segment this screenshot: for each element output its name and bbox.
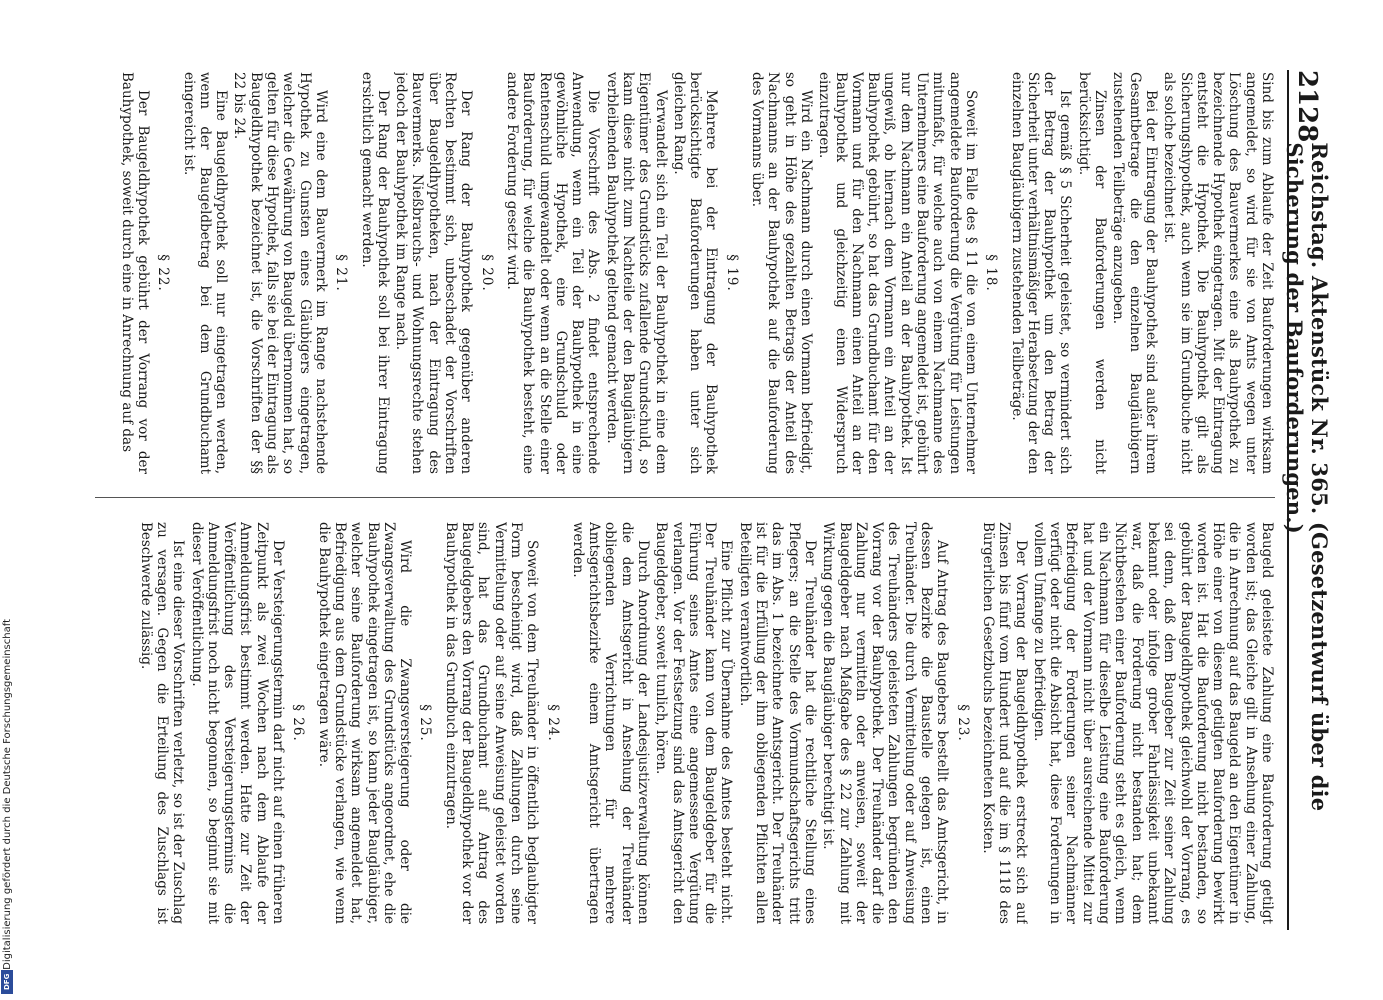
- paragraph: Wird die Zwangsversteigerung oder die Zwangsverwaltung des Grundstücks angeordnet, ehe die Bauhypothek eingetragen ist, so kann jeder Baugläubiger, welcher seine Bauforderung wirksam angemeldet hat, Befriedigung aus dem Grundstücke verlangen, wie wenn die Bauhypothek eingetragen wäre.: [315, 522, 414, 924]
- dfg-logo-icon: DFG: [1, 970, 13, 994]
- paragraph: Eine Pflicht zur Übernahme des Amtes besteht nicht. Der Treuhänder kann von dem Baugeldgeber für die Führung seines Amtes eine angemessene Vergütung verlangen. Vor der Festsetzung sind das Amtsgericht den Baugeldgeber, soweit tunlich, hören.: [653, 522, 735, 924]
- paragraph: Soweit von dem Treuhänder in öffentlich beglaubigter Form bescheinigt wird, daß Zahlungen durch seine Vermittelung oder auf seine Anweisung geleistet worden sind, hat das Grundbuchamt auf Antrag des Baugeldgebers den Vorrang der Baugeldhypothek vor der Bauhypothek in das Grundbuch einzutragen.: [442, 522, 541, 924]
- funding-note: Digitalisierung gefördert durch die Deutsche Forschungsgemeinschaft: [1, 619, 13, 970]
- section-heading: § 23.: [954, 704, 971, 742]
- running-title: Reichstag. Aktenstück Nr. 365. (Gesetzentwurf über die Sicherung der Bauforderungen.): [1282, 142, 1332, 812]
- paragraph: Wird eine dem Bauvermerk im Range nachstehende Hypothek zu Gunsten eines Gläubigers eingetragen, welcher die Gewährung von Baugeld übernommen hat, so gelten für diese Hypothek, falls sie bei der Eintragung als Baugeldhypothek bezeichnet ist, die Vorschriften der §§ 22 bis 24.: [231, 72, 329, 474]
- paragraph: Wird ein Nachmann durch einen Vormann befriedigt, so geht in Höhe des gezahlten Betrags der Anteil des Nachmanns an der Bauhypothek auf die Bauforderung des Vormanns über.: [749, 72, 814, 474]
- paragraph: Sind bis zum Ablaufe der Zeit Bauforderungen wirksam angemeldet, so wird für sie von Amts wegen unter Löschung des Bauvermerkes eine als Bauhypothek zu bezeichnende Hypothek eingetragen. Mit der Eintragung entsteht die Hypothek. Die Bauhypothek gilt als Sicherungshypothek, auch wenn sie im Grundbuche nicht als solche bezeichnet ist.: [1161, 72, 1275, 474]
- section-heading: § 21.: [333, 254, 350, 292]
- paragraph: Auf Antrag des Baugebers bestellt das Amtsgericht, in dessen Bezirke die Baustelle gelegen ist, einen Treuhänder. Die durch Vermittelung oder auf Anweisung des Treuhänders geleisteten Zahlungen begründen den Vorrang vor der Bauhypothek. Der Treuhänder darf die Zahlung nur vermitteln oder anweisen, soweit der Baugeldgeber nach Maßgabe des § 22 zur Zahlung mit Wirkung gegen die Baugläubiger berechtigt ist.: [820, 522, 951, 924]
- section-heading: § 20.: [478, 254, 495, 292]
- paragraph: Bei der Eintragung der Bauhypothek sind außer ihrem Gesamtbetrage die den einzelnen Baugläubigern zustehenden Teilbeträge anzugeben.: [1110, 72, 1159, 474]
- paragraph: Durch Anordnung der Landesjustizverwaltung können die dem Amtsgericht in Ansehung der Treuhänder obliegenden Verrichtungen für mehrere Amtsgerichtsbezirke einem Amtsgericht übertragen werden.: [569, 522, 652, 924]
- paragraph: Soweit im Falle des § 11 die von einem Unternehmer angemeldete Bauforderung die Vergütung für Leistungen mitumfaßt, für welche auch von einem Nachmanne des Unternehmers eine Bauforderung angemeldet ist, gebührt nur dem Nachmann ein Anteil an der Bauhypothek. Ist ungewiß, ob hiernach dem Vormann ein Anteil an der Bauhypothek gebührt, so hat das Grundbuchamt für den Vormann und für den Nachmann einen Anteil an der Bauhypothek und gleichzeitig einen Widerspruch einzutragen.: [816, 72, 979, 474]
- section-heading: § 24.: [544, 704, 561, 742]
- paragraph: Der Versteigerungstermin darf nicht auf einen früheren Zeitpunkt als zwei Wochen nach dem Ablaufe der Anmeldungsfrist bestimmt werden. Hatte zur Zeit der Veröffentlichung des Versteigerungstermins die Anmeldungsfrist noch nicht begonnen, so beginnt sie mit dieser Veröffentlichung.: [188, 522, 287, 924]
- page-header: [1282, 70, 1332, 930]
- section-heading: § 18.: [983, 254, 1000, 292]
- funding-strip: [0, 0, 14, 1000]
- paragraph: Der Rang der Bauhypothek gegenüber anderen Rechten bestimmt sich, unbeschadet der Vorschriften über Baugeldhypotheken, nach der Eintragung des Bauvermerks. Nießbrauchs- und Wohnungsrechte stehen jedoch der Bauhypothek im Range nach.: [393, 72, 475, 474]
- paragraph: Der Vorrang der Baugeldhypothek erstreckt sich auf Zinsen bis fünf vom Hundert und auf die im § 1118 des Bürgerlichen Gesetzbuchs bezeichneten Kosten.: [979, 522, 1029, 924]
- paragraph: Verwandelt sich ein Teil der Bauhypothek in eine dem Eigentümer des Grundstücks zufallende Grundschuld, so kann diese nicht zum Nachteile der den Baugläubigern verbleibenden Bauhypothek geltend gemacht werden.: [603, 72, 669, 474]
- left-column: [95, 72, 1275, 474]
- paragraph: Eine Baugeldhypothek soll nur eingetragen werden, wenn der Baugeldbetrag bei dem Grundbuchamt eingereicht ist.: [180, 72, 230, 474]
- right-column: [95, 522, 1275, 924]
- paragraph: Zinsen der Bauforderungen werden nicht berücksichtigt.: [1075, 72, 1109, 474]
- paragraph: Ist eine dieser Vorschriften verletzt, so ist der Zuschlag zu versagen. Gegen die Erteilung des Zuschlags ist Beschwerde zulässig.: [137, 522, 187, 924]
- paragraph: Mehrere bei der Eintragung der Bauhypothek berücksichtigte Bauforderungen haben unter sich gleichen Rang.: [670, 72, 720, 474]
- paragraph: Der Baugeldhypothek gebührt der Vorrang vor der Bauhypothek, soweit durch eine in Anrechnung auf das: [118, 72, 151, 474]
- section-heading: § 19.: [723, 254, 740, 292]
- paragraph: Ist gemäß § 5 Sicherheit geleistet, so vermindert sich der Betrag der Bauhypothek um den Betrag der Sicherheit unter verhältnismäßiger Herabsetzung der den einzelnen Baugläubigern zustehenden Teilbeträge.: [1008, 72, 1074, 474]
- section-heading: § 22.: [155, 254, 172, 292]
- section-heading: § 26.: [290, 704, 307, 742]
- paragraph: Der Treuhänder hat die rechtliche Stellung eines Pflegers; an die Stelle des Vormundschaftsgerichts tritt das im Abs. 1 bezeichnete Amtsgericht. Der Treuhänder ist für die Erfüllung der ihm obliegenden Pflichten allen Beteiligten verantwortlich.: [736, 522, 818, 924]
- page-number: 2128: [1292, 70, 1322, 143]
- paragraph: Der Rang der Bauhypothek soll bei ihrer Eintragung ersichtlich gemacht werden.: [358, 72, 391, 474]
- paragraph: Baugeld geleistete Zahlung eine Bauforderung getilgt worden ist; das Gleiche gilt in Ansehung einer Zahlung, die in Anrechnung auf das Baugeld an den Eigentümer in Höhe einer von diesem getilgten Bauforderung bewirkt worden ist. Hat die Bauforderung nicht bestanden, so gebührt der Baugeldhypothek gleichwohl der Vorrang, es sei denn, daß dem Baugeber zur Zeit seiner Zahlung bekannt oder infolge grober Fahrlässigkeit unbekannt war, daß die Forderung nicht bestanden hat; dem Nichtbestehen einer Bauforderung steht es gleich, wenn ein Nachmann für dieselbe Leistung eine Bauforderung hat und der Vormann nicht über ausreichende Mittel zur Befriedigung der Forderungen seiner Nachmänner verfügt oder nicht die Absicht hat, diese Forderungen in vollem Umfange zu befriedigen.: [1030, 522, 1275, 924]
- column-divider: [95, 497, 1275, 498]
- section-heading: § 25.: [417, 704, 434, 742]
- paragraph: Die Vorschrift des Abs. 2 findet entsprechende Anwendung, wenn ein Teil der Bauhypothek in eine gewöhnliche Hypothek, eine Grundschuld oder Rentenschuld umgewandelt oder wenn an die Stelle einer Bauforderung, für welche die Bauhypothek besteht, eine andere Forderung gesetzt wird.: [503, 72, 602, 474]
